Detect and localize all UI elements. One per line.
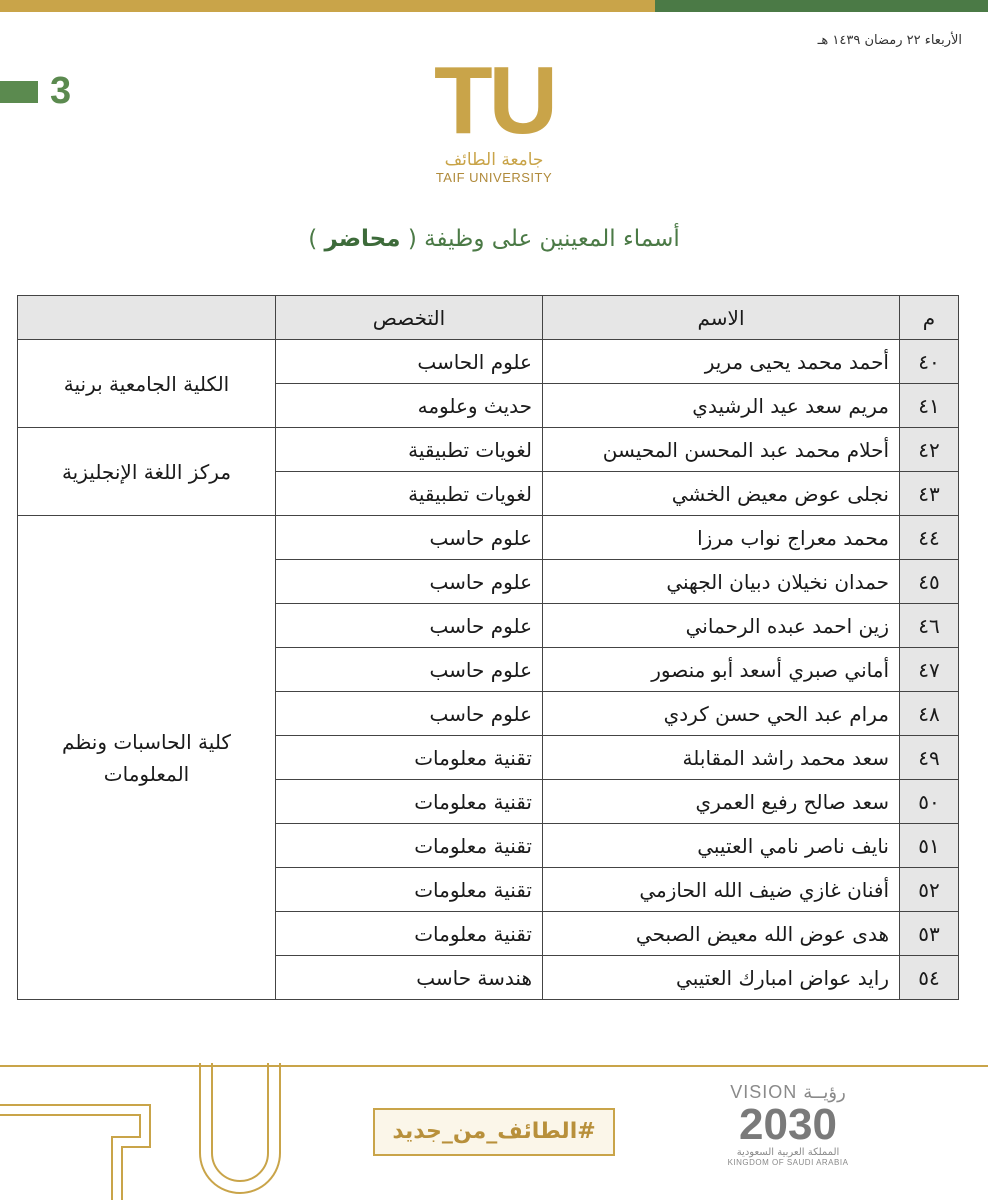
page-number-marker — [0, 70, 71, 113]
row-number: ٥٢ — [900, 868, 959, 912]
row-number: ٥٤ — [900, 956, 959, 1000]
row-number: ٤٧ — [900, 648, 959, 692]
row-name: سعد محمد راشد المقابلة — [543, 736, 900, 780]
logo-english-name: TAIF UNIVERSITY — [435, 170, 553, 185]
row-specialization: علوم حاسب — [276, 516, 543, 560]
vision-en: VISION — [730, 1082, 798, 1102]
vision-kingdom-ar: المملكة العربية السعودية — [736, 1147, 840, 1158]
row-number: ٥٠ — [900, 780, 959, 824]
row-specialization: علوم حاسب — [276, 648, 543, 692]
table-row — [18, 340, 959, 384]
row-number: ٥٣ — [900, 912, 959, 956]
row-number: ٤٨ — [900, 692, 959, 736]
vision-2030-logo — [718, 1082, 858, 1167]
table-row — [18, 428, 959, 472]
appointees-table — [17, 295, 959, 1000]
row-department: مركز اللغة الإنجليزية — [18, 428, 276, 516]
page-title — [0, 226, 988, 252]
page-number: 3 — [50, 70, 72, 112]
row-number: ٤٣ — [900, 472, 959, 516]
row-number: ٤٤ — [900, 516, 959, 560]
vision-ar: رؤيــة — [803, 1082, 846, 1102]
header-dept — [18, 296, 276, 340]
row-name: نايف ناصر نامي العتيبي — [543, 824, 900, 868]
table-body — [18, 340, 959, 1000]
row-specialization: تقنية معلومات — [276, 780, 543, 824]
row-specialization: حديث وعلومه — [276, 384, 543, 428]
row-name: أحلام محمد عبد المحسن المحيسن — [543, 428, 900, 472]
title-emphasis: محاضر — [324, 226, 401, 252]
row-specialization: تقنية معلومات — [276, 736, 543, 780]
row-name: محمد معراج نواب مرزا — [543, 516, 900, 560]
university-logo — [429, 47, 559, 185]
row-specialization: تقنية معلومات — [276, 868, 543, 912]
top-bar-green — [655, 0, 988, 12]
row-specialization: لغويات تطبيقية — [276, 472, 543, 516]
table-header-row — [18, 296, 959, 340]
page-number-bar — [0, 81, 38, 103]
row-name: أفنان غازي ضيف الله الحازمي — [543, 868, 900, 912]
row-number: ٤٠ — [900, 340, 959, 384]
row-specialization: علوم حاسب — [276, 560, 543, 604]
vision-year: 2030 — [739, 1100, 837, 1149]
row-number: ٤٥ — [900, 560, 959, 604]
header-name: الاسم — [543, 296, 900, 340]
row-department: الكلية الجامعية برنية — [18, 340, 276, 428]
top-bar-gold — [0, 0, 655, 12]
row-number: ٤٢ — [900, 428, 959, 472]
row-name: نجلى عوض معيض الخشي — [543, 472, 900, 516]
row-specialization: علوم حاسب — [276, 604, 543, 648]
header-num: م — [900, 296, 959, 340]
row-specialization: هندسة حاسب — [276, 956, 543, 1000]
footer-tu-outline-logo — [0, 1063, 310, 1200]
row-name: هدى عوض الله معيض الصبحي — [543, 912, 900, 956]
row-name: مريم سعد عيد الرشيدي — [543, 384, 900, 428]
document-date: الأربعاء ٢٢ رمضان ١٤٣٩ هـ — [817, 33, 962, 48]
row-number: ٤٩ — [900, 736, 959, 780]
header-spec: التخصص — [276, 296, 543, 340]
row-name: زين احمد عبده الرحماني — [543, 604, 900, 648]
row-number: ٤٦ — [900, 604, 959, 648]
row-name: مرام عبد الحي حسن كردي — [543, 692, 900, 736]
logo-arabic-name: جامعة الطائف — [444, 150, 544, 170]
row-specialization: علوم الحاسب — [276, 340, 543, 384]
row-number: ٤١ — [900, 384, 959, 428]
title-prefix: أسماء المعينين على وظيفة ( — [407, 226, 680, 252]
hashtag-badge: #الطائف_من_جديد — [373, 1108, 615, 1156]
title-suffix: ) — [308, 226, 318, 252]
table-row — [18, 516, 959, 560]
row-specialization: تقنية معلومات — [276, 912, 543, 956]
row-department: كلية الحاسبات ونظم المعلومات — [18, 516, 276, 1000]
row-name: سعد صالح رفيع العمري — [543, 780, 900, 824]
row-specialization: تقنية معلومات — [276, 824, 543, 868]
row-name: أحمد محمد يحيى مرير — [543, 340, 900, 384]
row-number: ٥١ — [900, 824, 959, 868]
row-specialization: لغويات تطبيقية — [276, 428, 543, 472]
row-name: حمدان نخيلان دبيان الجهني — [543, 560, 900, 604]
row-specialization: علوم حاسب — [276, 692, 543, 736]
vision-kingdom-en: KINGDOM OF SAUDI ARABIA — [727, 1158, 849, 1167]
row-name: أماني صبري أسعد أبو منصور — [543, 648, 900, 692]
logo-mark: TU — [434, 47, 554, 154]
row-name: رايد عواض امبارك العتيبي — [543, 956, 900, 1000]
